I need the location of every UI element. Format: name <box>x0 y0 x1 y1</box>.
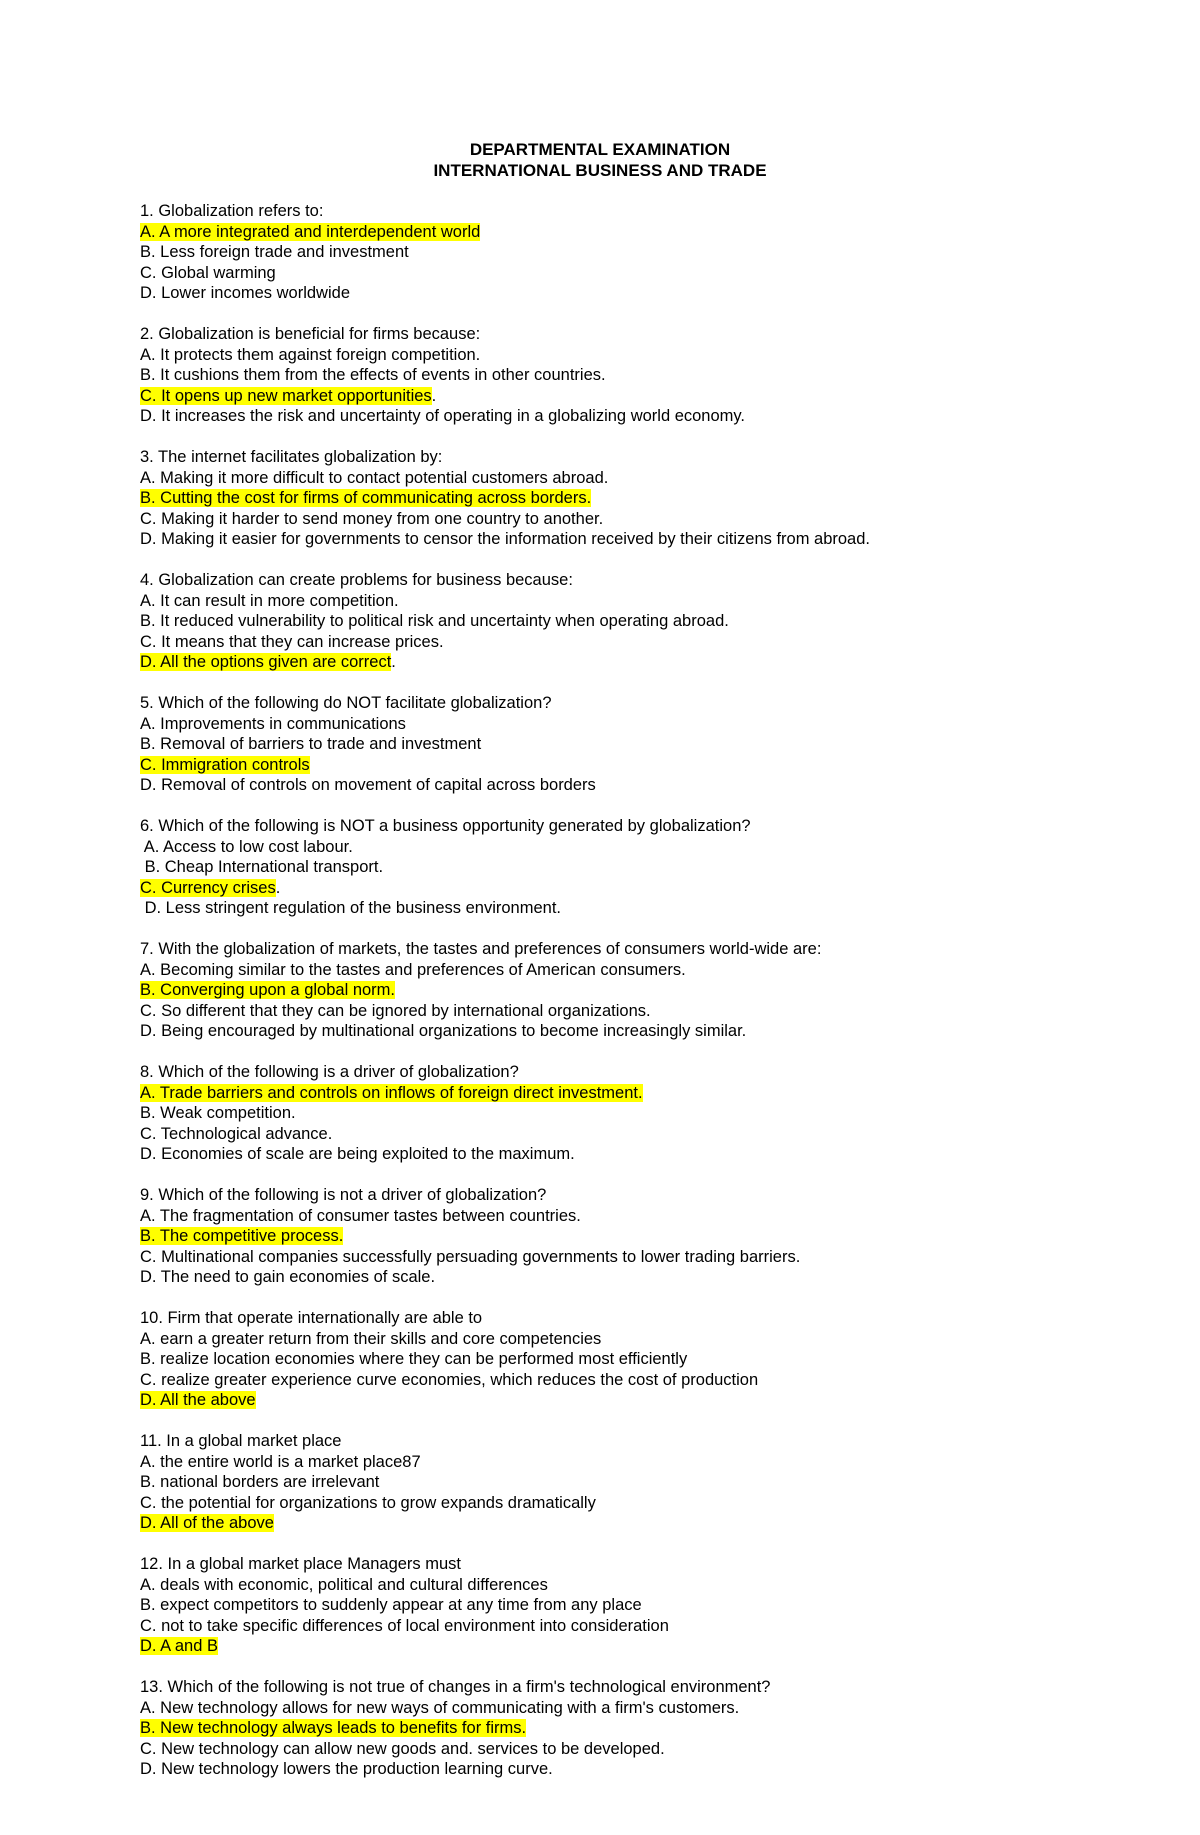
option-text: B. realize location economies where they can be performed most efficiently <box>140 1350 688 1368</box>
option-text: A. The fragmentation of consumer tastes between countries. <box>140 1206 581 1225</box>
question-block <box>140 939 1170 1042</box>
question-stem: 2. Globalization is beneficial for firms because: <box>140 325 481 343</box>
option-text: D. The need to gain economies of scale. <box>140 1268 436 1286</box>
option-text: A. Making it more difficult to contact potential customers abroad. <box>140 468 609 487</box>
answer-option <box>140 1001 1170 1022</box>
answer-option <box>140 734 1170 755</box>
option-text: C. It means that they can increase prices. <box>140 632 444 651</box>
question-stem: 11. In a global market place <box>140 1432 342 1450</box>
option-text: C. New technology can allow new goods and. services to be developed. <box>140 1739 665 1758</box>
answer-option <box>140 1144 1170 1165</box>
correct-answer-option <box>140 755 1170 776</box>
highlighted-answer-text: B. Converging upon a global norm. <box>140 981 395 999</box>
option-text: B. Removal of barriers to trade and investment <box>140 735 482 753</box>
highlighted-answer-text: B. The competitive process. <box>140 1227 344 1245</box>
question-stem: 9. Which of the following is not a driver of globalization? <box>140 1186 547 1204</box>
answer-option <box>140 960 1170 981</box>
highlighted-answer-text: B. Cutting the cost for firms of communicating across borders. <box>140 489 592 507</box>
question-block <box>140 324 1170 427</box>
question-stem: 4. Globalization can create problems for business because: <box>140 571 573 589</box>
answer-option <box>140 1103 1170 1124</box>
option-text: D. Making it easier for governments to censor the information received by their citizens from abroad. <box>140 530 870 548</box>
answer-option <box>140 242 1170 263</box>
option-text: C. Multinational companies successfully persuading governments to lower trading barriers. <box>140 1247 801 1266</box>
answer-option <box>140 1370 1170 1391</box>
question-block <box>140 816 1170 919</box>
question-block <box>140 447 1170 550</box>
option-text: C. So different that they can be ignored by international organizations. <box>140 1001 651 1020</box>
correct-answer-option <box>140 222 1170 243</box>
option-text: B. Cheap International transport. <box>144 858 384 876</box>
answer-option <box>140 1472 1170 1493</box>
answer-option <box>140 714 1170 735</box>
answer-option <box>140 857 1170 878</box>
answer-option <box>140 529 1170 550</box>
option-text: A. Becoming similar to the tastes and preferences of American consumers. <box>140 960 686 979</box>
highlighted-answer-text: C. Currency crises <box>140 878 276 897</box>
highlighted-answer-text: C. Immigration controls <box>140 755 310 774</box>
option-text: B. It reduced vulnerability to political risk and uncertainty when operating abroad. <box>140 612 729 630</box>
option-text: C. the potential for organizations to grow expands dramatically <box>140 1493 596 1512</box>
correct-answer-option <box>140 878 1170 899</box>
question-stem: 12. In a global market place Managers must <box>140 1555 462 1573</box>
answer-option <box>140 1759 1170 1780</box>
question-block <box>140 570 1170 673</box>
question-stem: 8. Which of the following is a driver of globalization? <box>140 1063 519 1081</box>
question-block <box>140 1308 1170 1411</box>
answer-option <box>140 1616 1170 1637</box>
option-text: C. Making it harder to send money from one country to another. <box>140 509 604 528</box>
question-stem: 6. Which of the following is NOT a business opportunity generated by globalization? <box>140 817 751 835</box>
answer-option <box>140 1698 1170 1719</box>
option-text: D. Removal of controls on movement of capital across borders <box>140 776 596 794</box>
option-text: A. deals with economic, political and cultural differences <box>140 1575 548 1594</box>
question-block <box>140 1431 1170 1534</box>
answer-option <box>140 1739 1170 1760</box>
question-block <box>140 1062 1170 1165</box>
correct-answer-option <box>140 1226 1170 1247</box>
option-text: C. realize greater experience curve economies, which reduces the cost of production <box>140 1370 759 1389</box>
question-block <box>140 1554 1170 1657</box>
answer-option <box>140 1267 1170 1288</box>
correct-answer-option <box>140 1513 1170 1534</box>
answer-option <box>140 611 1170 632</box>
option-text: A. It can result in more competition. <box>140 591 399 610</box>
answer-option <box>140 468 1170 489</box>
option-trailing-punctuation: . <box>431 386 437 405</box>
option-text: A. New technology allows for new ways of communicating with a firm's customers. <box>140 1698 740 1717</box>
option-text: C. Global warming <box>140 263 276 282</box>
option-text: A. It protects them against foreign competition. <box>140 345 481 364</box>
option-text: D. New technology lowers the production learning curve. <box>140 1760 553 1778</box>
highlighted-answer-text: C. It opens up new market opportunities <box>140 386 432 405</box>
option-text: A. Improvements in communications <box>140 714 406 733</box>
highlighted-answer-text: D. All the options given are correct <box>140 653 392 671</box>
answer-option <box>140 1329 1170 1350</box>
answer-option <box>140 509 1170 530</box>
correct-answer-option <box>140 386 1170 407</box>
exam-title: DEPARTMENTAL EXAMINATION <box>469 140 731 159</box>
question-stem: 5. Which of the following do NOT facilitate globalization? <box>140 694 552 712</box>
option-text: B. national borders are irrelevant <box>140 1473 380 1491</box>
correct-answer-option <box>140 1718 1170 1739</box>
document-header <box>0 140 1200 181</box>
answer-option <box>140 1247 1170 1268</box>
highlighted-answer-text: A. Trade barriers and controls on inflows of foreign direct investment. <box>140 1083 643 1102</box>
answer-option <box>140 283 1170 304</box>
option-text: A. earn a greater return from their skills and core competencies <box>140 1329 602 1348</box>
highlighted-answer-text: A. A more integrated and interdependent world <box>140 222 481 241</box>
option-text: D. It increases the risk and uncertainty of operating in a globalizing world economy. <box>140 407 746 425</box>
option-text: D. Less stringent regulation of the business environment. <box>144 899 561 917</box>
option-text: C. not to take specific differences of local environment into consideration <box>140 1616 669 1635</box>
answer-option <box>140 1206 1170 1227</box>
highlighted-answer-text: D. All of the above <box>140 1514 274 1532</box>
answer-option <box>140 1493 1170 1514</box>
option-text: B. Weak competition. <box>140 1104 296 1122</box>
question-block <box>140 1185 1170 1288</box>
correct-answer-option <box>140 1083 1170 1104</box>
answer-option <box>140 345 1170 366</box>
question-stem: 3. The internet facilitates globalization by: <box>140 448 443 466</box>
exam-subtitle: INTERNATIONAL BUSINESS AND TRADE <box>433 160 767 180</box>
option-text: D. Economies of scale are being exploited to the maximum. <box>140 1145 575 1163</box>
highlighted-answer-text: D. A and B <box>140 1637 218 1655</box>
answer-option <box>140 365 1170 386</box>
answer-option <box>140 837 1170 858</box>
option-text: D. Being encouraged by multinational organizations to become increasingly similar. <box>140 1022 747 1040</box>
question-block <box>140 1677 1170 1780</box>
question-block <box>140 201 1170 304</box>
correct-answer-option <box>140 1390 1170 1411</box>
correct-answer-option <box>140 652 1170 673</box>
option-text: B. Less foreign trade and investment <box>140 243 409 261</box>
question-stem: 1. Globalization refers to: <box>140 202 324 220</box>
correct-answer-option <box>140 1636 1170 1657</box>
question-stem: 7. With the globalization of markets, the tastes and preferences of consumers world-wide are: <box>140 940 822 958</box>
option-text: A. Access to low cost labour. <box>143 837 353 856</box>
answer-option <box>140 775 1170 796</box>
answer-option <box>140 1124 1170 1145</box>
answer-option <box>140 591 1170 612</box>
answer-option <box>140 263 1170 284</box>
answer-option <box>140 1575 1170 1596</box>
correct-answer-option <box>140 980 1170 1001</box>
option-trailing-punctuation: . <box>391 653 396 671</box>
correct-answer-option <box>140 488 1170 509</box>
answer-option <box>140 406 1170 427</box>
question-stem: 13. Which of the following is not true of changes in a firm's technological environment? <box>140 1678 771 1696</box>
answer-option <box>140 1021 1170 1042</box>
question-stem: 10. Firm that operate internationally are able to <box>140 1309 483 1327</box>
highlighted-answer-text: D. All the above <box>140 1391 256 1409</box>
option-text: A. the entire world is a market place87 <box>140 1452 421 1471</box>
option-text: C. Technological advance. <box>140 1124 333 1143</box>
option-text: B. expect competitors to suddenly appear at any time from any place <box>140 1596 642 1614</box>
highlighted-answer-text: B. New technology always leads to benefits for firms. <box>140 1719 527 1737</box>
answer-option <box>140 1452 1170 1473</box>
answer-option <box>140 1349 1170 1370</box>
question-list <box>140 201 1170 1800</box>
option-text: B. It cushions them from the effects of events in other countries. <box>140 366 606 384</box>
answer-option <box>140 1595 1170 1616</box>
answer-option <box>140 632 1170 653</box>
question-block <box>140 693 1170 796</box>
option-text: D. Lower incomes worldwide <box>140 284 350 302</box>
answer-option <box>140 898 1170 919</box>
option-trailing-punctuation: . <box>275 878 281 897</box>
